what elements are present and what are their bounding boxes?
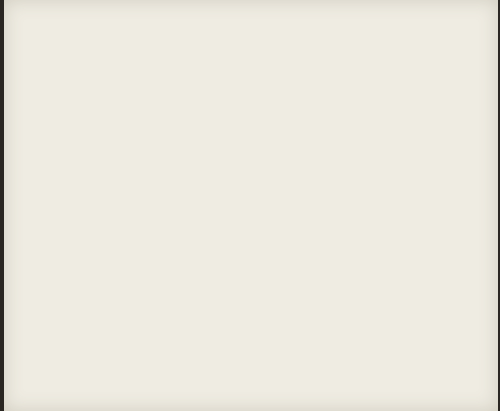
book-page	[4, 0, 498, 411]
